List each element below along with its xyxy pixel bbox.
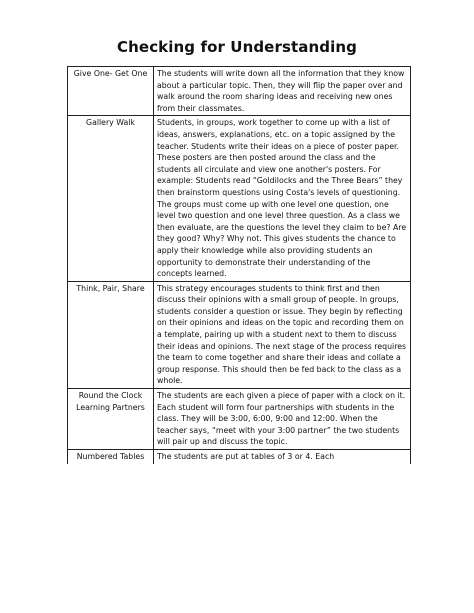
strategies-table xyxy=(67,66,411,464)
description-cell-numbered-tables: The students are put at tables of 3 or 4. Each xyxy=(154,450,411,464)
strategy-cell-numbered-tables: Numbered Tables xyxy=(68,450,154,464)
description-cell-gallery-walk: Students, in groups, work together to come up with a list of ideas, answers, explanations, etc. on a topic assigned by the teacher. Students write their ideas on a piece of poster paper. These posters are then posted around the class and the students all circulate and view one another's posters. For example: Students read “Goldilocks and the Three Bears” they then brainstorm questions using Costa's levels of questioning. The groups must come up with one level one question, one level two question and one level three question. As a class we then evaluate, are the questions the level they claim to be? Are they good? Why? Why not. This gives students the chance to apply their knowledge while also providing students an opportunity to demonstrate their understanding of the concepts learned. xyxy=(154,116,411,281)
table-row xyxy=(68,116,411,281)
page-title: Checking for Understanding xyxy=(117,38,357,56)
strategy-cell-think-pair-share: Think, Pair, Share xyxy=(68,281,154,388)
description-cell-round-the-clock: The students are each given a piece of paper with a clock on it. Each student will form four partnerships with students in the class. They will be 3:00, 6:00, 9:00 and 12:00. When the teacher says, “meet with your 3:00 partner” the two students will pair up and discuss the topic. xyxy=(154,389,411,450)
description-cell-think-pair-share: This strategy encourages students to think first and then discuss their opinions with a small group of people. In groups, students consider a question or issue. They begin by reflecting on their opinions and ideas on the topic and recording them on a template, pairing up with a student next to them to discuss their ideas and opinions. The next stage of the process requires the team to come together and share their ideas and collate a group response. This should then be fed back to the class as a whole. xyxy=(154,281,411,388)
strategy-cell-round-the-clock: Round the Clock Learning Partners xyxy=(68,389,154,450)
strategy-cell-gallery-walk: Gallery Walk xyxy=(68,116,154,281)
table-row xyxy=(68,450,411,464)
table-row xyxy=(68,67,411,116)
strategy-cell-give-one-get-one: Give One- Get One xyxy=(68,67,154,116)
table-row xyxy=(68,281,411,388)
description-cell-give-one-get-one: The students will write down all the information that they know about a particular topic. Then, they will flip the paper over and walk around the room sharing ideas and receiving new ones from their classmates. xyxy=(154,67,411,116)
table-row xyxy=(68,389,411,450)
